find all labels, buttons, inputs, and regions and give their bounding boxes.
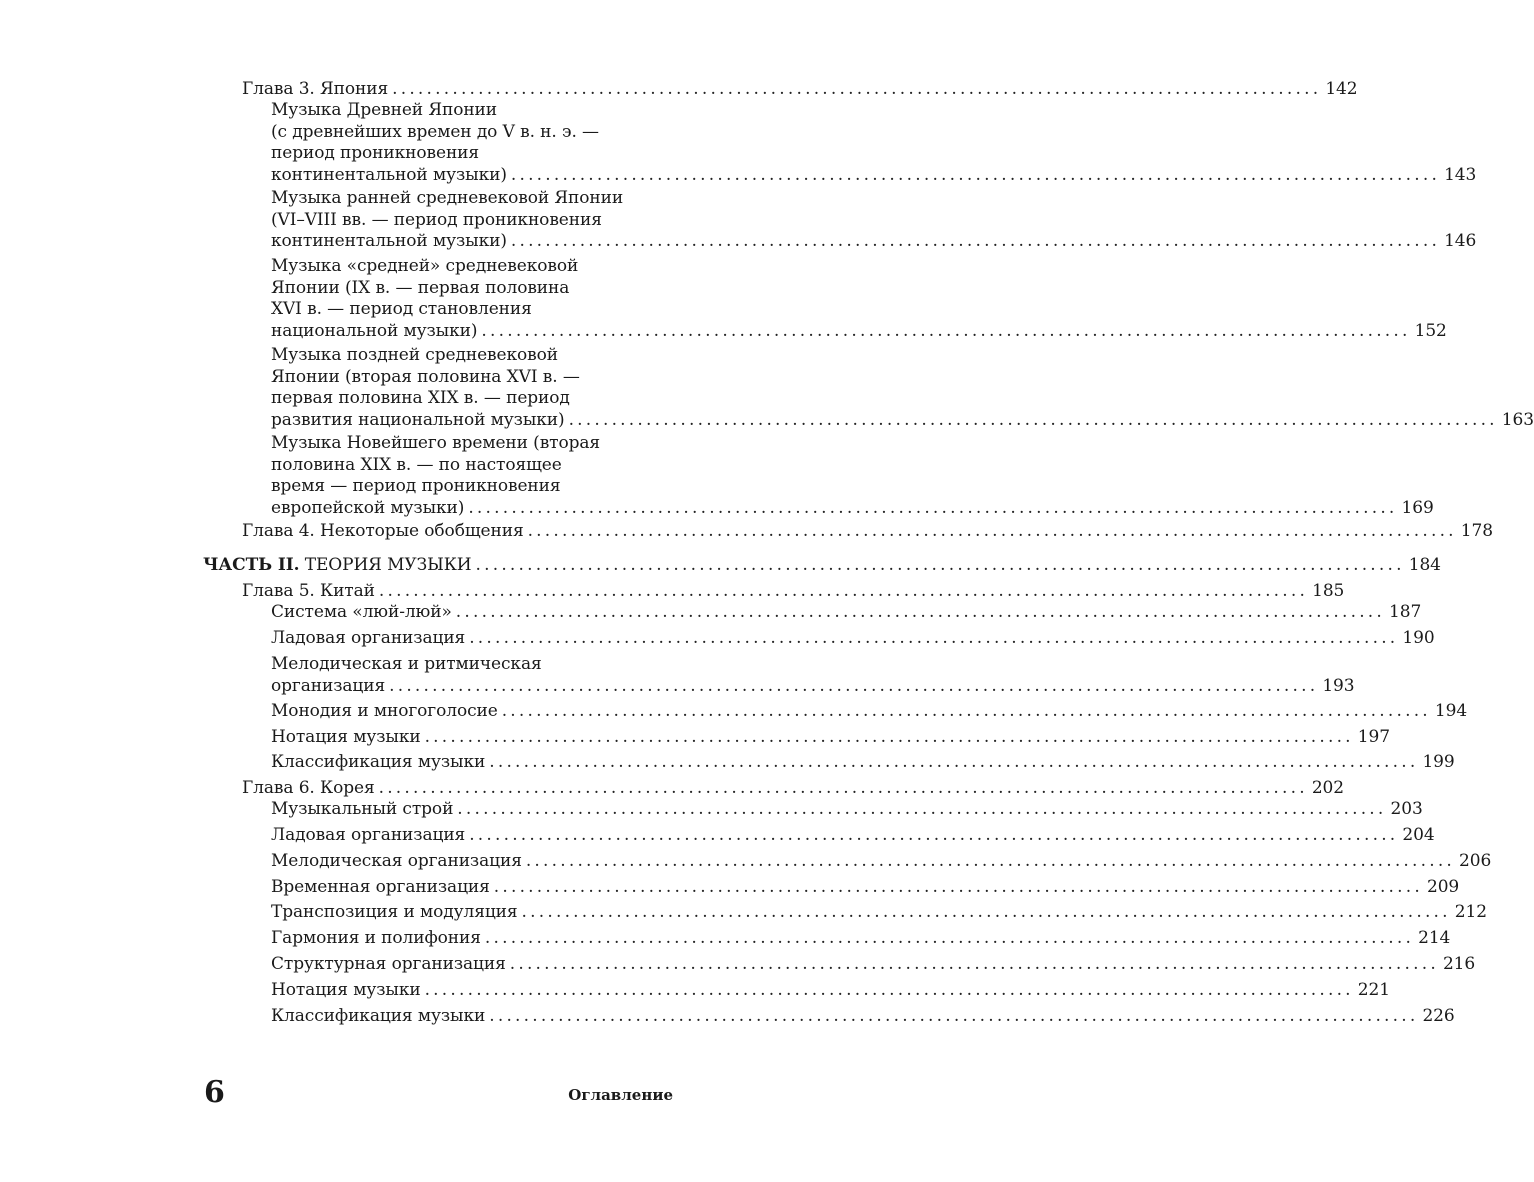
page-number: 206 [1459,851,1492,871]
page-number: 163 [1501,409,1534,430]
page-number: 143 [1444,164,1477,185]
leader-dots: ............................................................................................................ [510,231,1441,251]
leader-dots: ............................................................................................................ [469,628,1399,648]
toc-entry-title-line: первая половина XIX в. — период [271,388,570,408]
leader-dots: ............................................................................................................ [469,825,1399,845]
toc-entry-ancient-japan[interactable] [271,100,1477,186]
toc-entry-title: Глава 4. Некоторые обобщения [242,521,524,541]
page-number: 178 [1460,521,1493,541]
page-number: 214 [1418,928,1451,948]
toc-entry-title-line: Японии (IX в. — первая половина [271,277,570,298]
leader-dots: ............................................................................................................ [489,752,1419,772]
toc-entry-title-line: европейской музыки) [271,497,465,518]
page-number: 199 [1422,752,1455,772]
toc-entry-melodic-rhythmic-organization[interactable] [271,654,1355,697]
toc-entry-title: Нотация музыки [271,980,421,1000]
leader-dots: ............................................................................................................ [468,497,1398,518]
toc-entry-title: Ладовая организация [271,628,466,648]
leader-dots: ............................................................................................................ [392,79,1322,99]
toc-entry-title: Транспозиция и модуляция [271,902,518,922]
leader-dots: ............................................................................................................ [475,555,1405,575]
toc-entry-title: Музыкальный строй [271,799,454,819]
toc-entry-title-line: Музыка ранней средневековой Японии [271,188,624,208]
toc-entry-title: Гармония и полифония [271,928,481,948]
toc-entry-title-line: (VI–VIII вв. — период проникновения [271,209,602,230]
page-number: 187 [1389,602,1422,622]
toc-entry-title-line: половина XIX в. — по настоящее [271,454,562,475]
toc-entry-title: Монодия и многоголосие [271,701,498,721]
toc-entry-title: Нотация музыки [271,727,421,747]
toc-entry-transposition-modulation[interactable] [271,902,1487,924]
toc-entry-mode-organization-china[interactable] [271,628,1435,650]
toc-entry-modern-japan[interactable] [271,433,1434,519]
toc-entry-harmony-polyphony[interactable] [271,928,1451,950]
toc-entry-title-line: национальной музыки) [271,320,478,341]
toc-entry-title: Классификация музыки [271,1006,486,1026]
toc-entry-middle-medieval-japan[interactable] [271,256,1447,342]
toc-entry-title-line: Мелодическая и ритмическая [271,654,542,674]
leader-dots: ............................................................................................................ [484,928,1415,948]
toc-entry-title: Структурная организация [271,954,506,974]
toc-entry-title: Глава 5. Китай [242,581,375,601]
page-number: 204 [1402,825,1435,845]
toc-entry-early-medieval-japan[interactable] [271,188,1477,253]
toc-entry-mode-organization-korea[interactable] [271,825,1435,847]
toc-entry-title-line: период проникновения [271,143,480,163]
page-number: 197 [1357,727,1390,747]
leader-dots: ............................................................................................................ [389,675,1319,696]
part-title: ТЕОРИЯ МУЗЫКИ [299,555,472,575]
page-number: 209 [1426,877,1460,897]
leader-dots: ............................................................................................................ [378,778,1308,798]
toc-entry-chapter-4[interactable] [242,521,1493,543]
toc-entry-title: Мелодическая организация [271,851,522,871]
page-number: 194 [1434,701,1468,721]
leader-dots: ............................................................................................................ [481,320,1411,341]
leader-dots: ............................................................................................................ [378,581,1309,601]
leader-dots: ............................................................................................................ [455,602,1386,622]
leader-dots: ............................................................................................................ [521,902,1451,922]
toc-entry-chapter-5[interactable] [242,581,1345,603]
toc-entry-title-line: континентальной музыки) [271,164,507,185]
toc-entry-title-line: континентальной музыки) [271,231,507,251]
page-number: 152 [1414,320,1447,341]
leader-dots: ............................................................................................................ [501,701,1431,721]
page-number: 146 [1444,231,1477,251]
leader-dots: ............................................................................................................ [493,877,1423,897]
page-number: 202 [1311,778,1344,798]
toc-entry-title-line: Музыка «средней» средневековой [271,256,579,276]
toc-entry-structural-organization[interactable] [271,954,1476,976]
toc-entry-title-line: Музыка Новейшего времени (вторая [271,433,601,453]
page-number: 190 [1402,628,1435,648]
page-number: 226 [1422,1006,1455,1026]
toc-entry-melodic-organization[interactable] [271,851,1492,873]
page-number: 193 [1322,675,1355,696]
leader-dots: ............................................................................................................ [527,521,1457,541]
toc-entry-title-line: (с древнейших времен до V в. н. э. — [271,121,599,142]
toc-entry-title-line: организация [271,675,386,696]
page-number: 216 [1442,954,1476,974]
leader-dots: ............................................................................................................ [424,980,1354,1000]
page-number: 185 [1312,581,1345,601]
leader-dots: ............................................................................................................ [568,409,1498,430]
toc-entry-title: Временная организация [271,877,490,897]
leader-dots: ............................................................................................................ [424,727,1354,747]
page-number: 169 [1401,497,1434,518]
page-number: 142 [1325,79,1358,99]
toc-entry-notation-korea[interactable] [271,980,1390,1002]
toc-entry-monody-polyphony[interactable] [271,701,1468,723]
toc-entry-title-line: XVI в. — период становления [271,299,532,319]
page-number: 203 [1390,799,1423,819]
running-footer-title: Оглавление [568,1086,673,1104]
toc-entry-chapter-3[interactable] [242,79,1358,101]
toc-entry-title: Система «люй-люй» [271,602,452,622]
toc-entry-musical-tuning[interactable] [271,799,1423,821]
leader-dots: ............................................................................................................ [457,799,1387,819]
toc-entry-chapter-6[interactable] [242,778,1344,800]
toc-entry-notation-china[interactable] [271,727,1390,749]
toc-entry-part-2[interactable] [203,555,1441,577]
leader-dots: ............................................................................................................ [489,1006,1419,1026]
leader-dots: ............................................................................................................ [509,954,1439,974]
part-label: ЧАСТЬ II. [203,555,300,575]
toc-entry-title: Глава 6. Корея [242,778,375,798]
toc-entry-title-line: Музыка Древней Японии [271,100,498,120]
toc-entry-title: Ладовая организация [271,825,466,845]
page-number-footer: 6 [204,1075,225,1110]
toc-entry-classification-korea[interactable] [271,1006,1455,1028]
page-number: 221 [1357,980,1390,1000]
toc-entry-classification-china[interactable] [271,752,1455,774]
page-number: 212 [1454,902,1487,922]
toc-entry-title-line: время — период проникновения [271,476,561,496]
toc-entry-title-line: Музыка поздней средневековой [271,345,558,365]
toc-entry-temporal-organization[interactable] [271,877,1460,899]
toc-entry-late-medieval-japan[interactable] [271,345,1534,431]
toc-entry-title-line: развития национальной музыки) [271,409,565,430]
toc-entry-title-line: Японии (вторая половина XVI в. — [271,366,580,387]
leader-dots: ............................................................................................................ [510,164,1441,185]
toc-entry-title: Глава 3. Япония [242,79,389,99]
toc-entry-title: Классификация музыки [271,752,486,772]
page-number: 184 [1408,555,1441,575]
toc-entry-lu-lu-system[interactable] [271,602,1422,624]
leader-dots: ............................................................................................................ [525,851,1456,871]
